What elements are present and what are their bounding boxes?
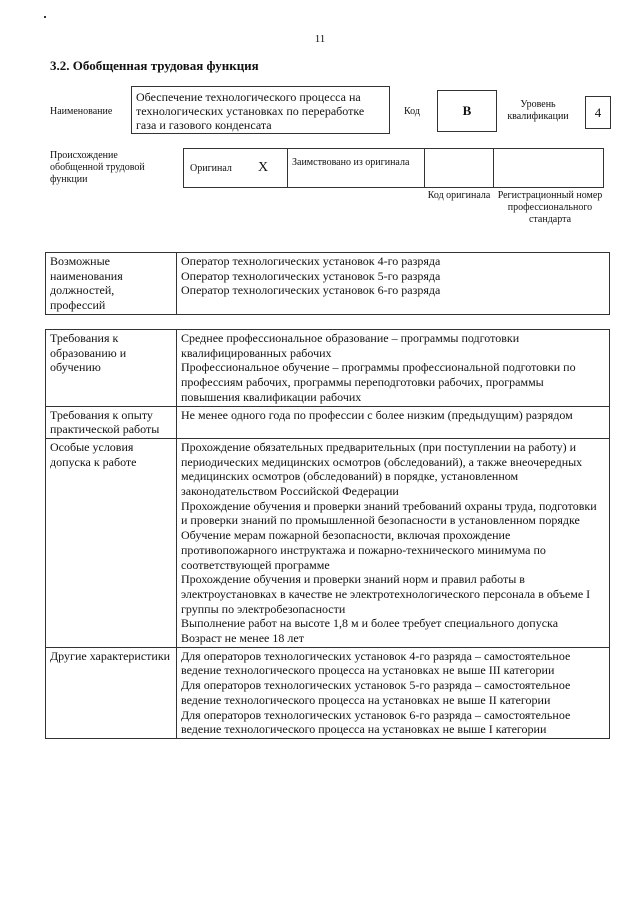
position-item: Оператор технологических установок 5-го разряда [181,268,441,283]
borrowed-label: Заимствовано из оригинала [292,157,410,168]
positions-label: Возможные наименования должностей, профессий [46,253,177,315]
special-conditions-content [177,438,610,647]
requirement-line: Выполнение работ на высоте 1,8 м и более требует специального допуска [181,616,559,631]
requirement-line: Не менее одного года по профессии с более низким (предыдущим) разрядом [181,407,573,422]
code-original-caption: Код оригинала [427,190,491,201]
name-label: Наименование [50,106,113,117]
scan-speck [44,16,46,18]
origin-divider-2 [424,149,425,187]
requirements-table [45,329,610,739]
positions-list [177,253,610,315]
positions-row [46,253,610,315]
requirement-line: Прохождение обязательных предварительных (при поступлении на работу) и периодических медицинских осмотров (обследований), а также внеочередных медицинских осмотров (обследований) в порядке, установленном законодательством Российской Федерации [181,439,583,499]
requirements-row-other [46,647,610,738]
original-label: Оригинал [190,163,232,174]
origin-divider-3 [493,149,494,187]
level-value-box [585,96,611,129]
requirements-row-education [46,330,610,407]
requirement-line: Профессиональное обучение – программы профессиональной подготовки по профессиям рабочих, программы переподготовки рабочих, программы повышения квалификации рабочих [181,360,576,404]
requirement-line: Прохождение обучения и проверки знаний норм и правил работы в электроустановках в качестве не электротехнологического персонала в объеме I группы по электробезопасности [181,572,591,616]
other-content [177,647,610,738]
page-number: 11 [314,33,326,45]
experience-label: Требования к опыту практической работы [46,406,177,438]
origin-label: Происхождение обобщенной трудовой функции [50,150,145,185]
origin-table [183,148,604,188]
requirement-line: Для операторов технологических установок 6-го разряда – самостоятельное ведение технологического процесса на установках не выше I категории [181,707,571,737]
special-conditions-label: Особые условия допуска к работе [46,438,177,647]
requirement-line: Для операторов технологических установок 4-го разряда – самостоятельное ведение технологического процесса на установках не выше III категории [181,648,571,678]
requirement-line: Обучение мерам пожарной безопасности, включая прохождение противопожарного инструктажа и пожарно-технического минимума по соответствующей программе [181,528,546,572]
education-label: Требования к образованию и обучению [46,330,177,407]
experience-content [177,406,610,438]
reg-number-caption: Регистрационный номер профессионального стандарта [497,190,603,225]
code-value: B [462,103,472,118]
level-label: Уровень квалификации [507,99,569,122]
requirement-line: Для операторов технологических установок 5-го разряда – самостоятельное ведение технологического процесса на установках не выше II категории [181,678,571,707]
section-title: 3.2. Обобщенная трудовая функция [50,58,259,73]
requirement-line: Среднее профессиональное образование – программы подготовки квалифицированных рабочих [181,331,520,360]
code-label: Код [404,106,420,117]
requirement-line: Прохождение обучения и проверки знаний требований охраны труда, подготовки и проверки знаний по промышленной безопасности в установленном порядке [181,498,597,528]
code-value-box [437,90,497,132]
origin-divider-1 [287,149,288,187]
position-item: Оператор технологических установок 6-го разряда [181,283,441,298]
position-item: Оператор технологических установок 4-го разряда [181,254,441,268]
level-value: 4 [594,104,602,120]
requirements-row-experience [46,406,610,438]
other-label: Другие характеристики [46,647,177,738]
education-content [177,330,610,407]
original-mark: X [258,160,269,175]
name-value-box [131,86,390,134]
positions-table [45,252,610,315]
requirement-line: Возраст не менее 18 лет [181,631,304,646]
requirements-row-special-conditions [46,438,610,647]
name-value: Обеспечение технологического процесса на технологических установках по переработке газа и газового конденсата [136,90,365,132]
